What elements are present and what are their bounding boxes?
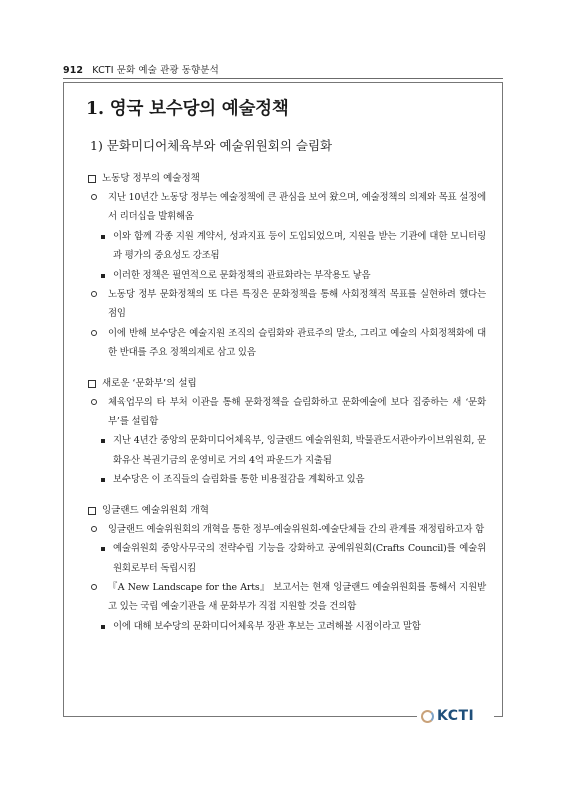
page-number: 912: [63, 65, 84, 76]
section-heading: [86, 170, 486, 188]
page-title: 1. 영국 보수당의 예술정책: [86, 99, 289, 119]
square-bullet-icon: [88, 175, 96, 183]
list-item-text: 노동당 정부 문화정책의 또 다른 특징은 문화정책을 통해 사회정책적 목표를 실현하려 했다는 점임: [108, 289, 486, 320]
square-bullet-icon: [88, 380, 96, 388]
circle-bullet-icon: [91, 526, 97, 532]
list-item: [86, 431, 486, 470]
square-dot-bullet-icon: [101, 439, 105, 443]
list-item: [86, 227, 486, 266]
list-item-text: 『A New Landscape for the Arts』 보고서는 현재 잉글랜드 예술위원회를 통해서 지원받고 있는 국립 예술기관을 새 문화부가 직접 지원할 것을 건의함: [108, 581, 486, 613]
list-item: [86, 539, 486, 578]
section-heading-text: 새로운 ‘문화부’의 설립: [102, 377, 197, 389]
section-heading: [86, 502, 486, 520]
square-dot-bullet-icon: [101, 625, 105, 629]
list-item: [86, 266, 486, 285]
section-heading: [86, 375, 486, 393]
list-item-text: 이와 함께 각종 지원 계약서, 성과지표 등이 도입되었으며, 지원을 받는 기관에 대한 모니터링과 평가의 중요성도 강조됨: [113, 230, 486, 262]
section-labour-arts-policy: [86, 170, 486, 363]
list-item: [86, 578, 486, 617]
section-heading-text: 노동당 정부의 예술정책: [102, 173, 200, 184]
list-item-text: 예술위원회 중앙사무국의 전략수립 기능을 강화하고 공예위원회(Crafts Council)를 예술위원회로부터 독립시킴: [113, 543, 486, 574]
list-item-text: 이에 대해 보수당의 문화미디어체육부 장관 후보는 고려해볼 시점이라고 말함: [113, 620, 421, 632]
circle-bullet-icon: [91, 584, 97, 590]
circle-bullet-icon: [91, 330, 97, 336]
list-item: [86, 520, 486, 539]
circle-bullet-icon: [91, 291, 97, 297]
list-item: [86, 285, 486, 324]
logo-ring-icon: [421, 710, 434, 723]
subsection-title: 1) 문화미디어체육부와 예술위원회의 슬림화: [90, 138, 333, 153]
list-item-text: 보수당은 이 조직들의 슬림화를 통한 비용절감을 계획하고 있음: [113, 474, 365, 486]
kcti-logo: [421, 706, 474, 726]
list-item-text: 이러한 정책은 필연적으로 문화정책의 관료화라는 부작용도 낳음: [113, 269, 371, 281]
frame-bottom-rule-end: [494, 716, 503, 717]
circle-bullet-icon: [91, 194, 97, 200]
circle-bullet-icon: [91, 399, 97, 405]
square-dot-bullet-icon: [101, 235, 105, 239]
list-item-text: 잉글랜드 예술위원회의 개혁을 통한 정부-예술위원회-예술단체들 간의 관계를 재정립하고자 함: [108, 523, 485, 535]
square-bullet-icon: [88, 507, 96, 515]
list-item-text: 이에 반해 보수당은 예술지원 조직의 슬림화와 관료주의 말소, 그리고 예술의 사회정책화에 대한 반대를 주요 정책의제로 삼고 있음: [108, 327, 486, 359]
running-title: KCTI 문화 예술 관광 동향분석: [92, 65, 219, 76]
section-heading-text: 잉글랜드 예술위원회 개혁: [102, 504, 209, 516]
square-dot-bullet-icon: [101, 274, 105, 278]
logo-text: KCTI: [437, 708, 475, 724]
running-header: [63, 62, 503, 76]
list-item: [86, 393, 486, 432]
section-arts-council-reform: [86, 502, 486, 636]
main-content: [86, 95, 486, 636]
list-item: [86, 470, 486, 489]
list-item-text: 체육업무의 타 부처 이관을 통해 문화정책을 슬림화하고 문화예술에 보다 집중하는 새 ‘문화부’를 설립함: [108, 396, 486, 428]
list-item: [86, 617, 486, 636]
square-dot-bullet-icon: [101, 478, 105, 482]
list-item-text: 지난 10년간 노동당 정부는 예술정책에 큰 관심을 보여 왔으며, 예술정책의 의제와 목표 설정에서 리더십을 발휘해옴: [108, 192, 486, 223]
list-item: [86, 188, 486, 227]
list-item-text: 지난 4년간 중앙의 문화미디어체육부, 잉글랜드 예술위원회, 박물관도서관아카이브위원회, 문화유산 복권기금의 운영비로 거의 4억 파운드가 지출됨: [113, 435, 486, 466]
square-dot-bullet-icon: [101, 547, 105, 551]
header-rule: [63, 78, 503, 79]
section-new-ministry: [86, 375, 486, 490]
list-item: [86, 324, 486, 363]
frame-bottom-rule: [63, 716, 417, 717]
